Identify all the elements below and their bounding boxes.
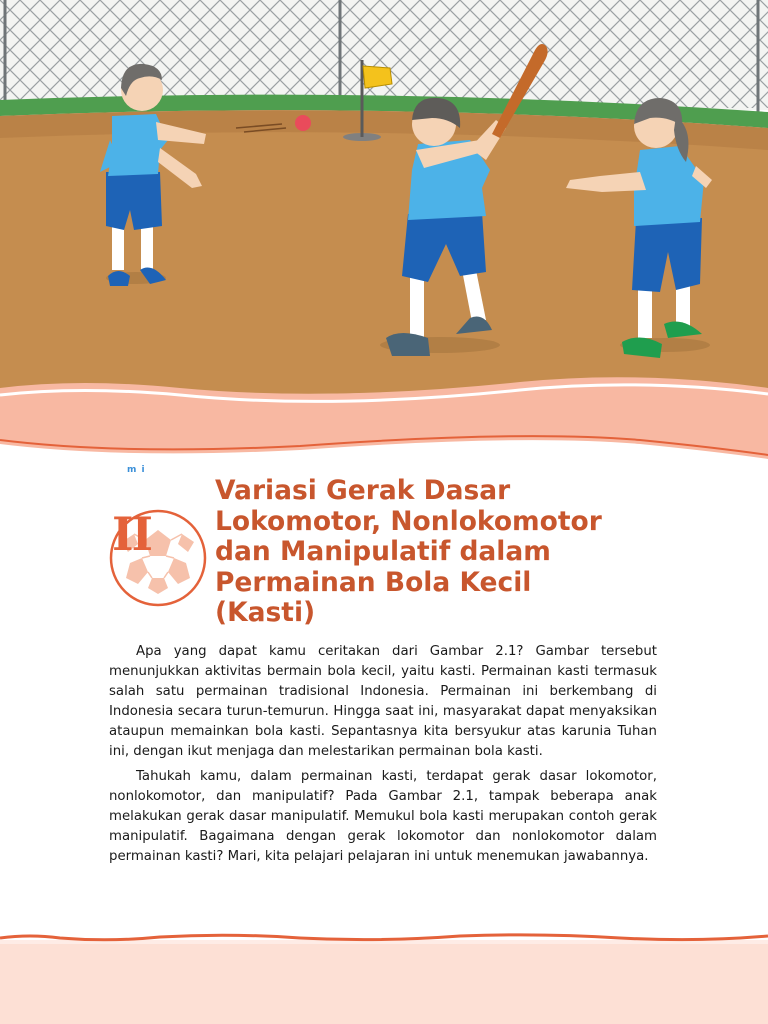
intro-text xyxy=(109,642,657,873)
paragraph: Apa yang dapat kamu ceritakan dari Gambar 2.1? Gambar tersebut menunjukkan aktivitas bermain bola kecil, yaitu kasti. Permainan kasti termasuk salah satu permainan tradisional Indonesia. Permainan ini berkembang di Indonesia secara turun-temurun. Hingga saat ini, masyarakat dapat menyaksikan ataupun memainkan bola kasti. Sepantasnya kita bersyukur atas karunia Tuhan ini, dengan ikut menjaga dan melestarikan permainan bola kasti. xyxy=(109,644,657,759)
decorative-mark: m i xyxy=(127,465,146,475)
kasti-illustration xyxy=(0,0,768,470)
chapter-title-line: Lokomotor, Nonlokomotor xyxy=(215,505,602,537)
footer-band xyxy=(0,930,768,1024)
chain-link-fence xyxy=(0,0,768,108)
paragraph: Tahukah kamu, dalam permainan kasti, terdapat gerak dasar lokomotor, nonlokomotor, dan manipulatif? Pada Gambar 2.1, tampak beberapa anak melakukan gerak dasar manipulatif. Memukul bola kasti merupakan contoh gerak manipulatif. Bagaimana dengan gerak lokomotor dan nonlokomotor dalam permainan kasti? Mari, kita pelajari pelajaran ini untuk menemukan jawabannya. xyxy=(109,769,657,865)
chapter-title-line: Permainan Bola Kecil xyxy=(215,566,532,598)
chapter-title-line: (Kasti) xyxy=(215,597,316,628)
chapter-title xyxy=(215,476,735,629)
chapter-number: II xyxy=(112,507,152,561)
chapter-title-line: Variasi Gerak Dasar xyxy=(215,475,511,506)
chapter-title-line: dan Manipulatif dalam xyxy=(215,536,551,567)
